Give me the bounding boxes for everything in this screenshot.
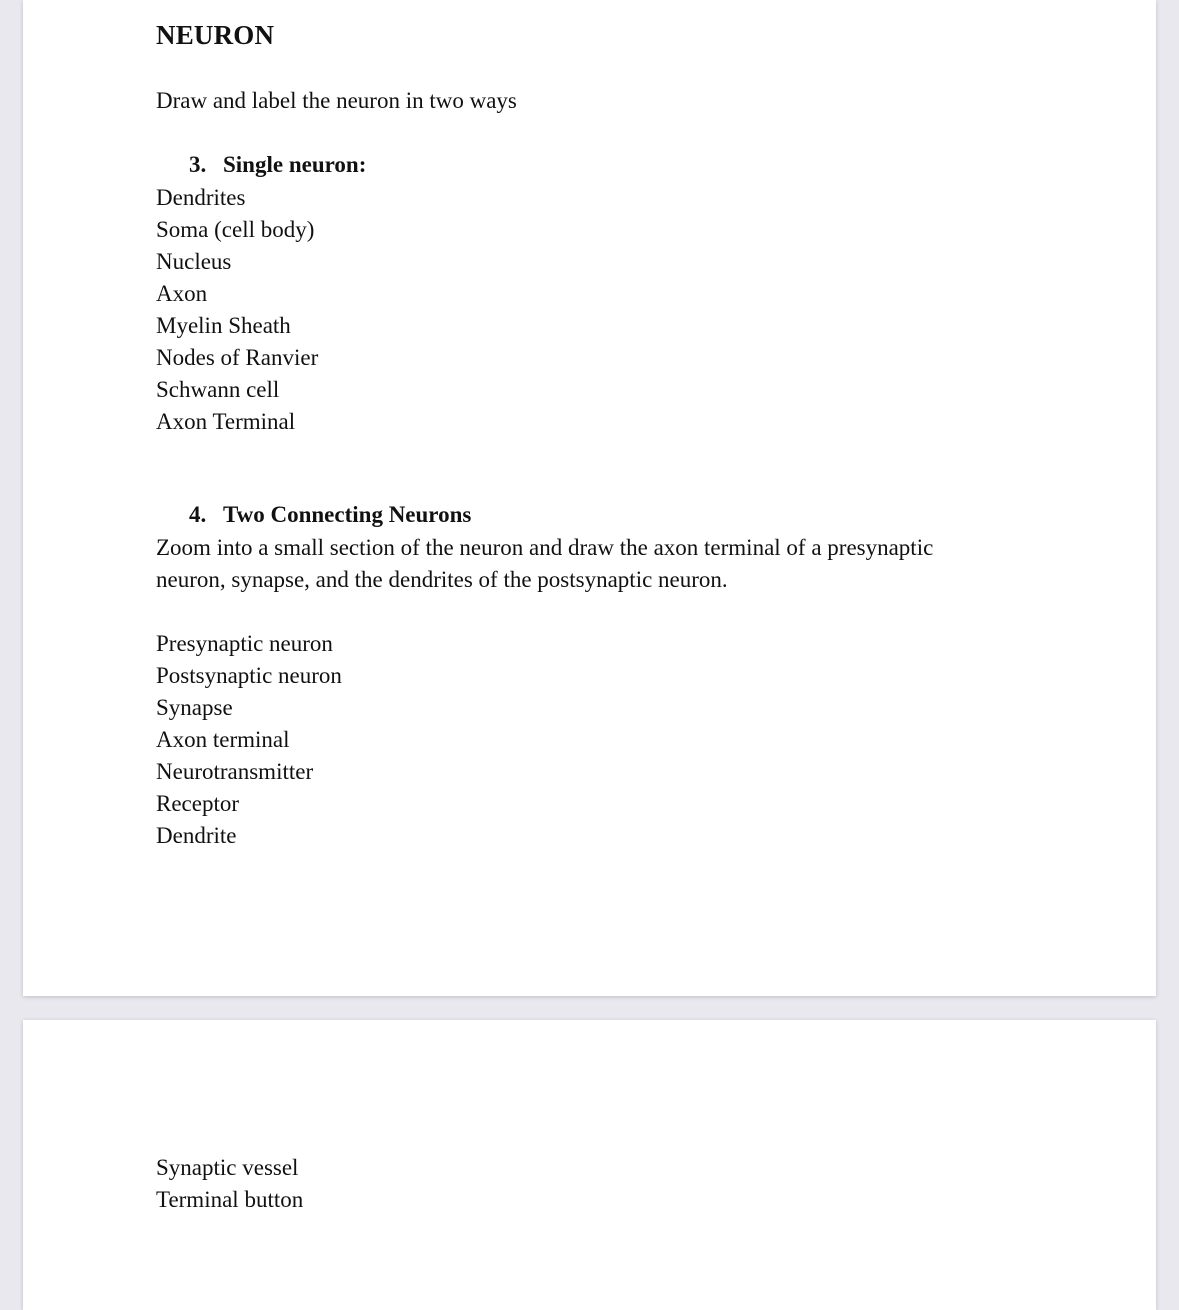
connecting-neurons-label-list — [156, 628, 1096, 852]
connecting-neurons-label-list-continued — [156, 1152, 1096, 1216]
section-3-heading — [189, 152, 366, 178]
list-item: Synaptic vessel — [156, 1155, 299, 1180]
list-item: Dendrite — [156, 823, 237, 848]
list-item: Neurotransmitter — [156, 759, 314, 784]
section-3-title: Single neuron: — [223, 152, 367, 177]
section-4-title: Two Connecting Neurons — [223, 502, 472, 527]
list-item: Terminal button — [156, 1187, 304, 1212]
list-item: Schwann cell — [156, 377, 280, 402]
list-item: Synapse — [156, 695, 233, 720]
list-item: Axon Terminal — [156, 409, 296, 434]
list-item: Myelin Sheath — [156, 313, 291, 338]
list-item: Dendrites — [156, 185, 246, 210]
instruction-text: Draw and label the neuron in two ways — [156, 88, 517, 113]
list-item: Soma (cell body) — [156, 217, 315, 242]
list-item: Presynaptic neuron — [156, 631, 333, 656]
list-item: Axon terminal — [156, 727, 290, 752]
list-item: Receptor — [156, 791, 240, 816]
single-neuron-label-list — [156, 182, 1096, 438]
document-page-2 — [23, 1020, 1156, 1310]
list-item: Nucleus — [156, 249, 232, 274]
list-item: Nodes of Ranvier — [156, 345, 319, 370]
section-4-number: 4. — [189, 502, 207, 527]
section-4-heading — [189, 502, 471, 528]
document-title: NEURON — [156, 20, 275, 50]
list-item: Axon — [156, 281, 208, 306]
document-page-1 — [23, 0, 1156, 996]
section-3-number: 3. — [189, 152, 207, 177]
section-4-description: Zoom into a small section of the neuron and draw the axon terminal of a presynaptic neuron, synapse, and the dendrites of the postsynaptic neuron. — [156, 535, 934, 592]
list-item: Postsynaptic neuron — [156, 663, 342, 688]
